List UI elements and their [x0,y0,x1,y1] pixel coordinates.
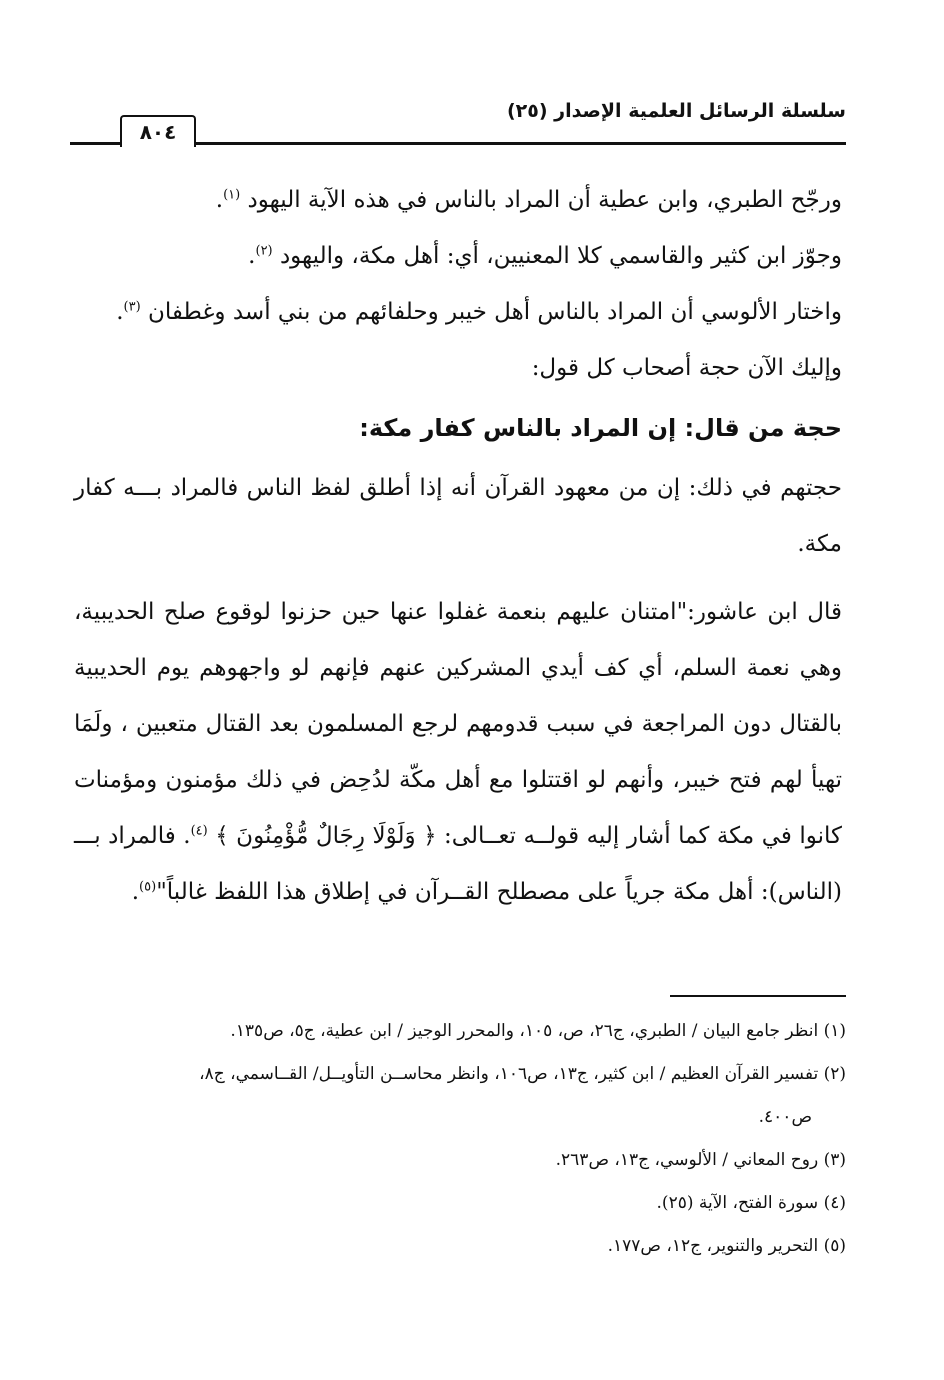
footnote-ref-2: (٢) [255,243,273,259]
footnotes [74,1010,846,1268]
body-line-3: واختار الألوسي أن المراد بالناس أهل خيبر وحلفائهم من بني أسد وغطفان $^{(٣)}$. [116,299,842,325]
footnote-3: (٣) روح المعاني / الألوسي، ج١٣، ص٢٦٣. [555,1150,846,1170]
footnote-separator [670,995,846,997]
body-line-1-text: ورجّح الطبري، وابن عطية أن المراد بالناس في هذه الآية اليهود [247,187,842,213]
main-text [74,172,842,920]
paragraph-2-end: . [131,879,140,905]
footnote-ref-5: (٥) [139,879,157,895]
body-line-3-text: واختار الألوسي أن المراد بالناس أهل خيبر وحلفائهم من بني أسد وغطفان [148,299,842,325]
footnote-ref-1: (١) [223,187,241,203]
page-number: ٨٠٤ [120,115,196,147]
footnote-ref-4: (٤) [190,823,208,839]
body-line-2: وجوّز ابن كثير والقاسمي كلا المعنيين، أي: أهل مكة، واليهود $^{(٢)}$. [248,243,842,269]
footnote-2 [74,1053,846,1139]
footnote-1: (١) انظر جامع البيان / الطبري، ج٢٦، ص، ١٠٥، والمحرر الوجيز / ابن عطية، ج٥، ص١٣٥. [230,1021,846,1041]
footnote-5: (٥) التحرير والتنوير، ج١٢، ص١٧٧. [607,1236,846,1256]
paragraph-1: حجتهم في ذلك: إن من معهود القرآن أنه إذا أطلق لفظ الناس فالمراد بـــه كفار مكة. [74,475,842,557]
footnote-ref-3: (٣) [123,299,141,315]
body-line-4: وإليك الآن حجة أصحاب كل قول: [531,355,842,381]
footnote-2-text: (٢) تفسير القرآن العظيم / ابن كثير، ج١٣، ص١٠٦، وانظر محاســن التأويــل/ القــاسمي، ج٨، [199,1064,846,1084]
footnote-2-continuation: ص٤٠٠. [758,1107,812,1127]
body-line-2-text: وجوّز ابن كثير والقاسمي كلا المعنيين، أي: أهل مكة، واليهود [279,243,842,269]
footnote-4: (٤) سورة الفتح، الآية (٢٥). [656,1193,846,1213]
series-title: سلسلة الرسائل العلمية الإصدار (٢٥) [506,100,846,122]
paragraph-2-part-b: . فالمراد بـــ (الناس): أهل مكة جرياً على مصطلح القــرآن في إطلاق هذا اللفظ غالباً" [74,823,842,905]
paragraph-2 [74,584,842,920]
running-header [70,96,846,154]
paragraph-2-part-a: قال ابن عاشور:"امتنان عليهم بنعمة غفلوا عنها حين حزنوا لوقوع صلح الحديبية، وهي نعمة السلم، أي كف أيدي المشركين عنهم فإنهم لو واجهوهم يوم الحديبية بالقتال دون المراجعة في سبب قدومهم لرجع المسلمون بعد القتال متعبين ، ولَمَا تهيأ لهم فتح خيبر، وأنهم لو اقتتلوا مع أهل مكّة لدُحِض في ذلك مؤمنون ومؤمنات كانوا في مكة كما أشار إليه قولــه تعــالى: ﴿ وَلَوْلَا رِجَالٌ مُّؤْمِنُونَ ﴾ [74,599,842,849]
body-line-1: ورجّح الطبري، وابن عطية أن المراد بالناس في هذه الآية اليهود $^{(١)}$. [215,187,842,213]
section-heading: حجة من قال: إن المراد بالناس كفار مكة: [359,414,842,442]
